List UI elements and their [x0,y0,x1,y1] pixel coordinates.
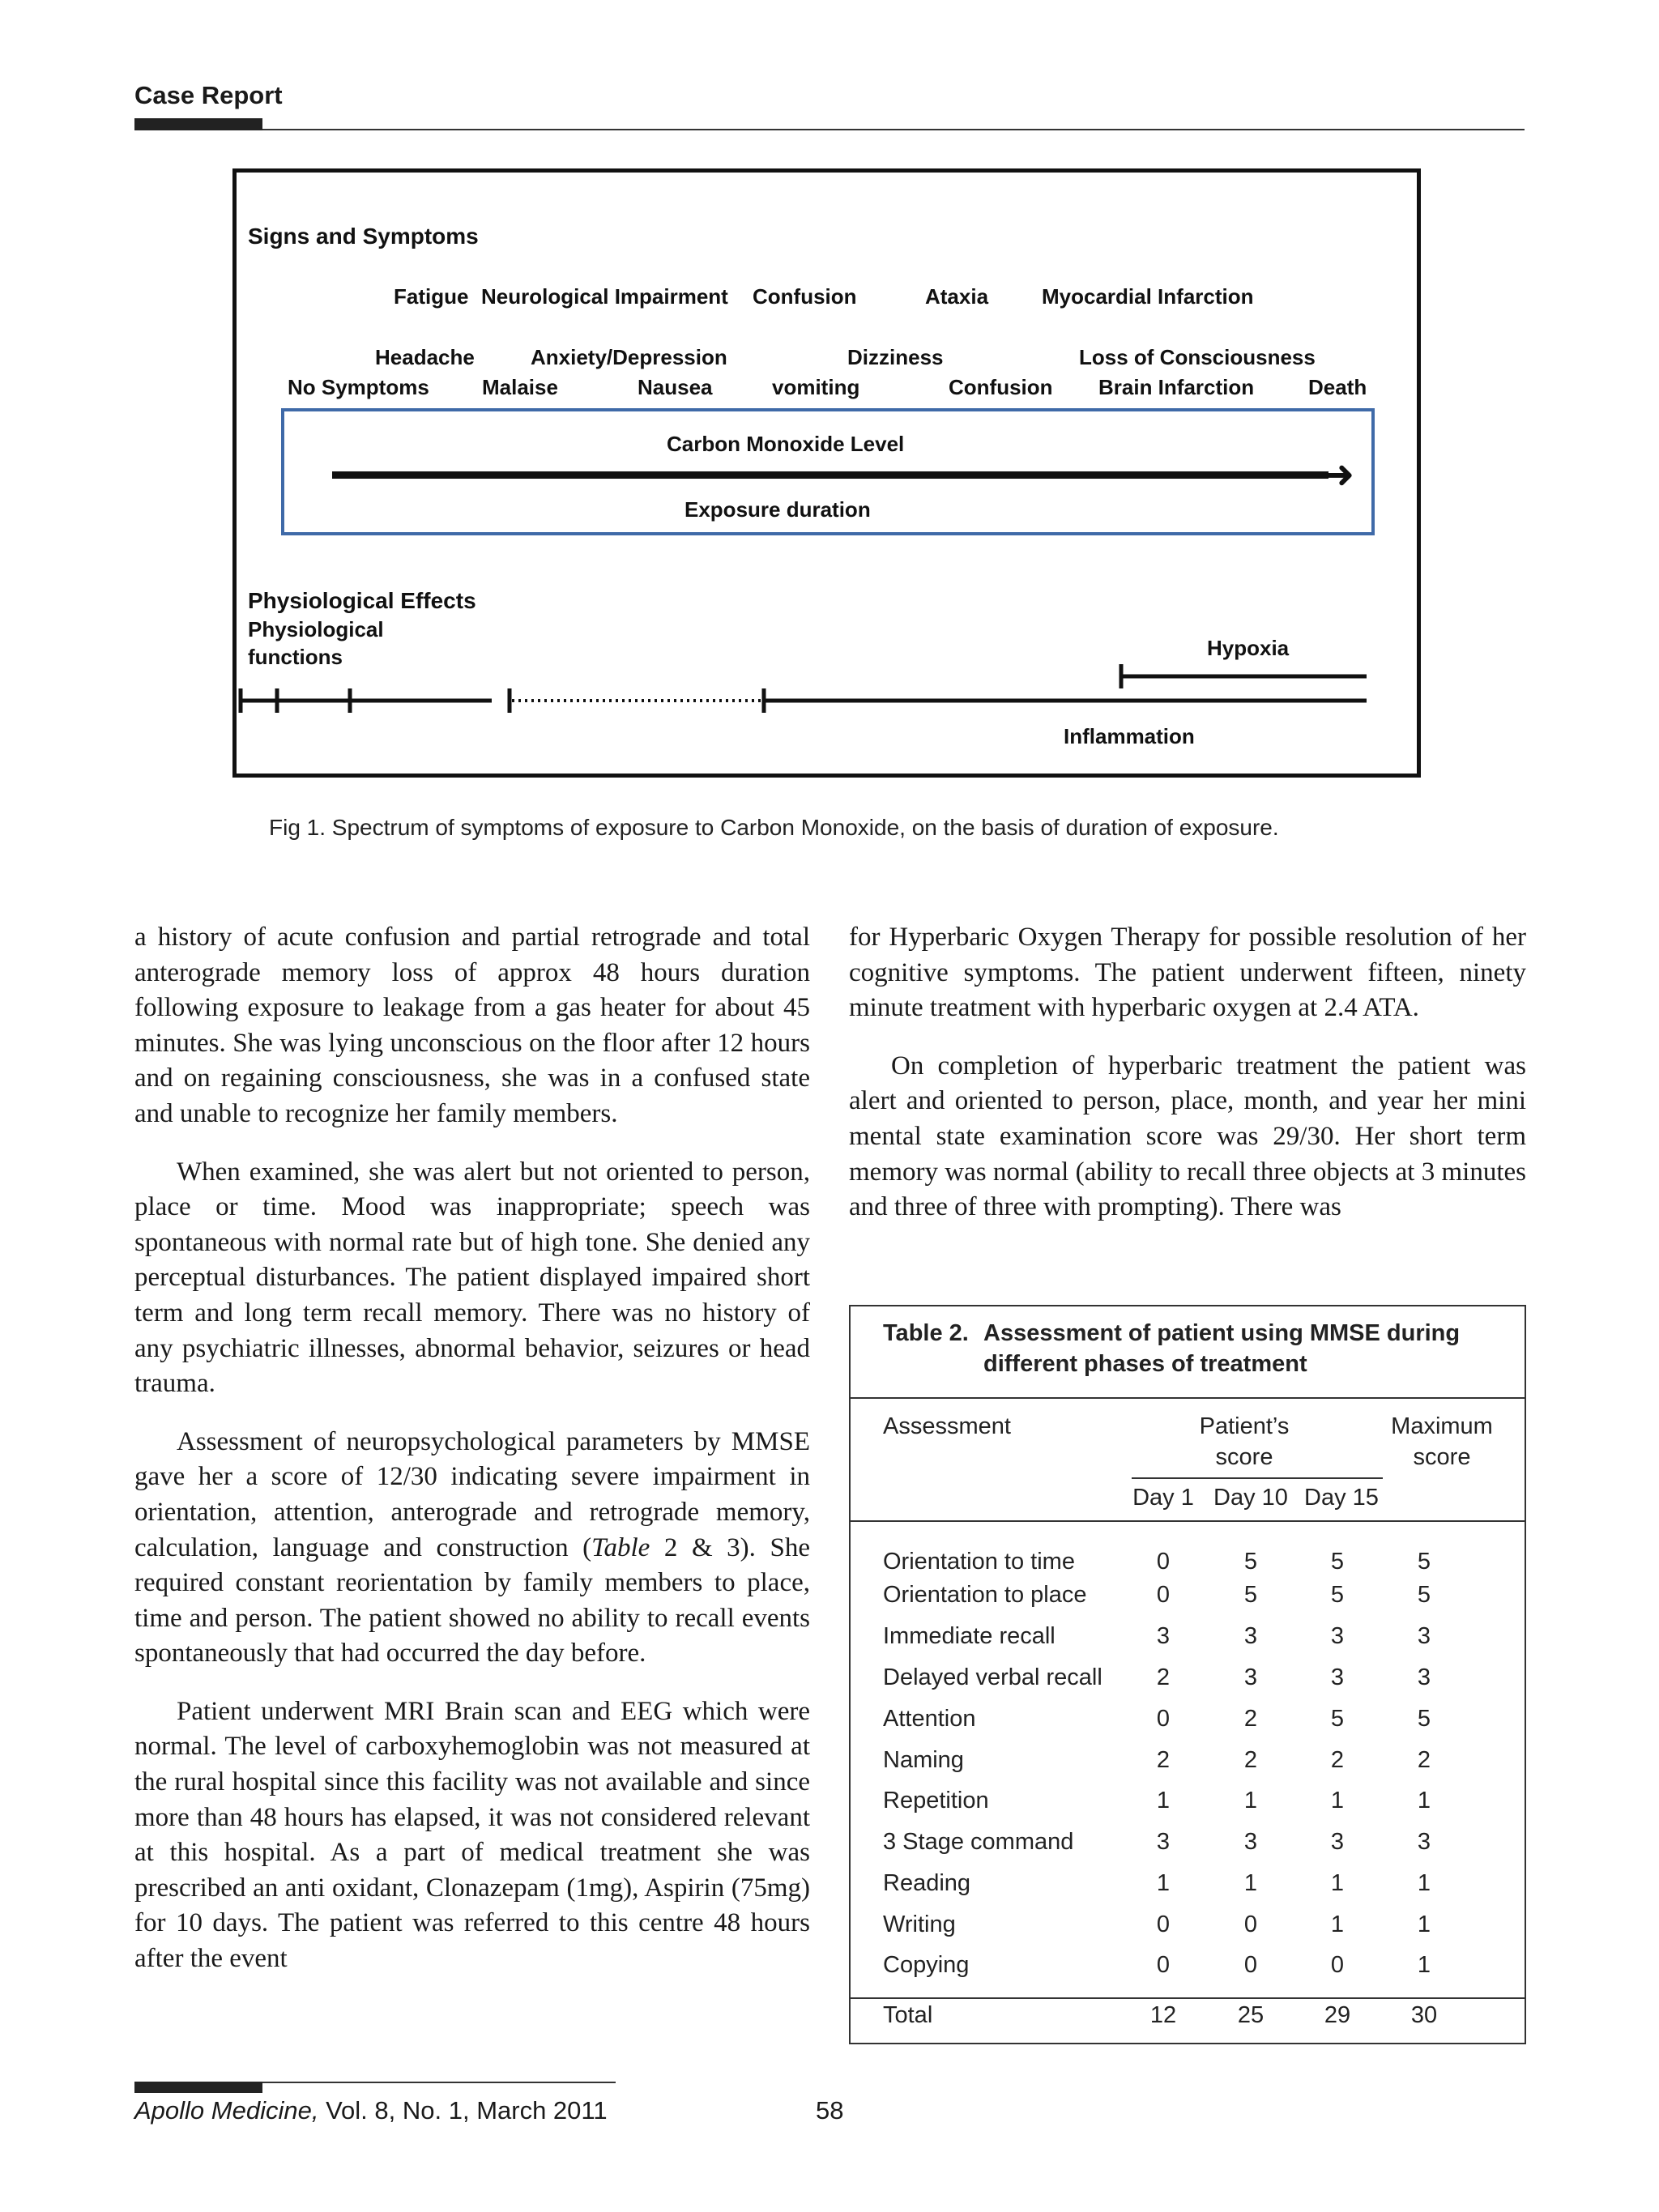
symptom-label: Confusion [753,284,857,309]
cell-max: 1 [1417,1952,1431,1978]
patient-score-underline [1132,1477,1383,1479]
symptom-label: Neurological Impairment [481,284,728,309]
cell-max: 2 [1417,1747,1431,1773]
cell-day1: 0 [1156,1549,1171,1575]
symptom-label: No Symptoms [288,375,429,399]
row-label: 3 Stage command [883,1829,1074,1855]
footer-rule [262,2082,616,2083]
exposure-duration-label: Exposure duration [684,497,871,522]
cell-day1: 2 [1156,1664,1171,1690]
cell-day10: 1 [1243,1870,1258,1896]
running-header: Case Report [134,81,283,109]
journal-name: Apollo Medicine, [134,2096,319,2125]
inflammation-label: Inflammation [1064,724,1195,748]
row-label: Orientation to place [883,1582,1087,1608]
cell-day10: 2 [1243,1747,1258,1773]
total-max: 30 [1410,2002,1438,2028]
cell-max: 5 [1417,1706,1431,1732]
cell-day15: 0 [1330,1952,1345,1978]
cell-day15: 5 [1330,1549,1345,1575]
cell-max: 3 [1417,1664,1431,1690]
table-number: Table 2. [883,1320,969,1346]
paragraph: a history of acute confusion and partial retrograde and total anterograde memory loss of approx 48 hours duration following exposure to leakage from a gas heater for about 45 minutes. She was lying unconscious on the floor after 12 hours and on regaining consciousness, she was in a confused state and unable to recognize her family members. [134,923,810,1128]
physio-functions-label: functions [248,645,343,669]
hypoxia-label: Hypoxia [1207,636,1290,660]
total-day15: 29 [1324,2002,1351,2028]
cell-day1: 3 [1156,1829,1171,1855]
co-arrow-line [332,471,1328,479]
table-rule [851,1520,1525,1522]
symptom-label: Fatigue [394,284,469,309]
paragraph: for Hyperbaric Oxygen Therapy for possible resolution of her cognitive symptoms. The patient underwent fifteen, ninety minute treatment with hyperbaric oxygen at 2.4 ATA. [849,923,1526,1023]
footer-bar [134,2082,262,2093]
cell-day1: 0 [1156,1952,1171,1978]
journal-issue: Vol. 8, No. 1, March 2011 [318,2096,608,2125]
cell-max: 3 [1417,1623,1431,1649]
mmse-table [849,1305,1526,2044]
cell-day1: 1 [1156,1870,1171,1896]
table-title-line: Assessment of patient using MMSE during [983,1320,1461,1346]
symptom-label: Loss of Consciousness [1079,345,1316,369]
cell-day10: 1 [1243,1788,1258,1813]
page-number: 58 [816,2096,844,2125]
figure-physio-heading: Physiological Effects [248,588,476,613]
symptom-label: Dizziness [847,345,944,369]
header-bar [134,118,262,130]
symptom-label: Ataxia [925,284,989,309]
cell-day10: 5 [1243,1582,1258,1608]
symptom-label: vomiting [772,375,860,399]
table-title-line: different phases of treatment [983,1351,1307,1377]
cell-day10: 3 [1243,1623,1258,1649]
total-day10: 25 [1237,2002,1265,2028]
total-day1: 12 [1149,2002,1177,2028]
symptom-label: Anxiety/Depression [531,345,727,369]
cell-day10: 0 [1243,1912,1258,1937]
cell-day15: 1 [1330,1788,1345,1813]
cell-day15: 3 [1330,1664,1345,1690]
physio-functions-label: Physiological [248,617,384,641]
figure-signs-heading: Signs and Symptoms [248,224,479,249]
column-header-patient-score [1123,1411,1366,1473]
paragraph [134,1425,810,1672]
paragraph: Patient underwent MRI Brain scan and EEG which were normal. The level of carboxyhemoglobin was not measured at the rural hospital since this facility was not available and since more than 48 hours has elapsed, it was not considered relevant at this hospital. As a part of medical treatment she was prescribed an anti oxidant, Clonazepam (1mg), Aspirin (75mg) for 10 days. The patient was referred to this centre 48 hours after the event [134,1696,810,1974]
total-label: Total [883,2002,933,2028]
column-header-day15: Day 15 [1304,1485,1379,1511]
column-header-day1: Day 1 [1132,1485,1194,1511]
cell-day10: 3 [1243,1664,1258,1690]
cell-day15: 2 [1330,1747,1345,1773]
paragraph: On completion of hyperbaric treatment the patient was alert and oriented to person, place, month, and year her mini mental state examination score was 29/30. Her short term memory was normal (ability to recall three objects at 3 minutes and three of three with prompting). There was [849,1051,1526,1222]
cell-day1: 2 [1156,1747,1171,1773]
arrow-right-icon: ➜ [1322,452,1355,497]
row-label: Writing [883,1912,956,1937]
row-label: Orientation to time [883,1549,1075,1575]
co-level-label: Carbon Monoxide Level [667,432,905,456]
symptom-label: Death [1308,375,1367,399]
symptom-label: Myocardial Infarction [1042,284,1254,309]
column-header-assessment: Assessment [883,1413,1011,1439]
cell-day10: 5 [1243,1549,1258,1575]
cell-day10: 3 [1243,1829,1258,1855]
cell-day1: 0 [1156,1912,1171,1937]
cell-max: 5 [1417,1549,1431,1575]
table-reference: Table [591,1532,650,1562]
body-column-left [134,920,810,2000]
row-label: Copying [883,1952,970,1978]
column-header-day10: Day 10 [1213,1485,1288,1511]
text-run: Assessment of neuropsychological parameters by MMSE gave her a score of 12/30 indicating severe impairment in orientation, attention, anterograde and retrograde memory, calculation, language and construction ( [134,1426,810,1562]
table-rule [851,1997,1525,1999]
cell-day10: 0 [1243,1952,1258,1978]
cell-max: 3 [1417,1829,1431,1855]
cell-day10: 2 [1243,1706,1258,1732]
row-label: Repetition [883,1788,989,1813]
header-line: Maximum [1391,1413,1493,1439]
figure-caption: Fig 1. Spectrum of symptoms of exposure to Carbon Monoxide, on the basis of duration of exposure. [269,815,1279,840]
column-header-maximum-score [1369,1411,1515,1473]
symptom-label: Headache [375,345,475,369]
body-column-right [849,920,1526,1248]
cell-max: 5 [1417,1582,1431,1608]
cell-max: 1 [1417,1912,1431,1937]
cell-max: 1 [1417,1788,1431,1813]
row-label: Attention [883,1706,976,1732]
row-label: Reading [883,1870,971,1896]
cell-day15: 3 [1330,1829,1345,1855]
cell-day1: 1 [1156,1788,1171,1813]
row-label: Immediate recall [883,1623,1056,1649]
paragraph: When examined, she was alert but not oriented to person, place or time. Mood was inappropriate; speech was spontaneous with normal rate but of high tone. She denied any perceptual disturbances. The patient displayed impaired short term and long term recall memory. There was no history of any psychiatric illnesses, abnormal behavior, seizures or head trauma. [134,1157,810,1399]
symptom-label: Malaise [482,375,558,399]
physiology-timeline [232,664,1421,729]
symptom-label: Brain Infarction [1098,375,1255,399]
table-title [883,1318,1515,1379]
symptom-label: Nausea [638,375,713,399]
footer-journal [134,2096,608,2125]
header-rule [262,129,1525,130]
header-line: score [1215,1444,1273,1470]
cell-day15: 1 [1330,1912,1345,1937]
cell-day15: 3 [1330,1623,1345,1649]
cell-day1: 0 [1156,1582,1171,1608]
cell-day15: 5 [1330,1706,1345,1732]
cell-day1: 0 [1156,1706,1171,1732]
cell-day15: 5 [1330,1582,1345,1608]
table-rule [851,1397,1525,1399]
row-label: Naming [883,1747,964,1773]
header-line: score [1413,1444,1471,1470]
row-label: Delayed verbal recall [883,1664,1102,1690]
text-run: 2 & 3). She required constant reorientation by family members to place, time and person. The patient showed no ability to recall events spontaneously that had occurred the day before. [134,1532,810,1669]
cell-max: 1 [1417,1870,1431,1896]
cell-day1: 3 [1156,1623,1171,1649]
header-line: Patient’s [1199,1413,1290,1439]
cell-day15: 1 [1330,1870,1345,1896]
symptom-label: Confusion [949,375,1053,399]
